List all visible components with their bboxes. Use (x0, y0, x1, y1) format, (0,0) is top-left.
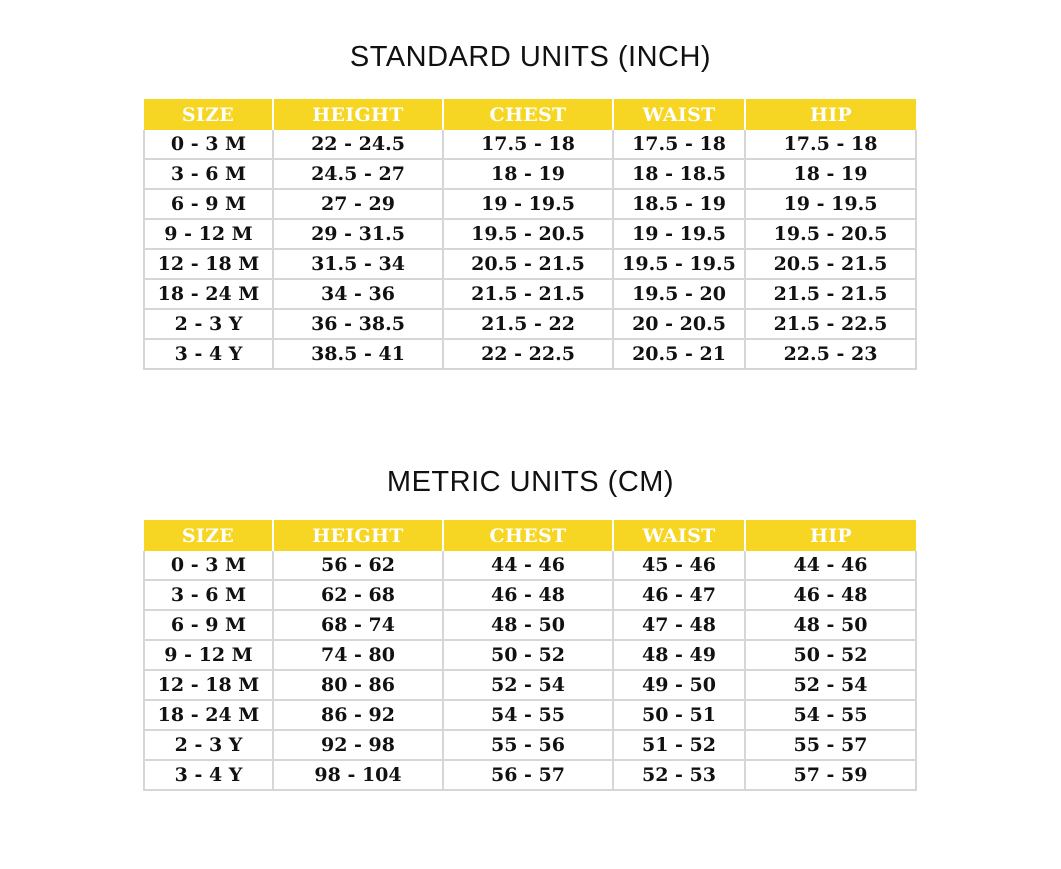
cell-height: 27 - 29 (273, 189, 443, 219)
cell-height: 22 - 24.5 (273, 130, 443, 159)
cell-chest: 21.5 - 21.5 (443, 279, 613, 309)
cell-height: 62 - 68 (273, 580, 443, 610)
cell-height: 29 - 31.5 (273, 219, 443, 249)
cell-size: 18 - 24 M (144, 279, 273, 309)
cell-height: 92 - 98 (273, 730, 443, 760)
cell-waist: 45 - 46 (613, 551, 745, 580)
column-header-hip: HIP (745, 520, 916, 551)
cell-size: 3 - 6 M (144, 580, 273, 610)
cell-size: 2 - 3 Y (144, 730, 273, 760)
table-row (144, 130, 916, 159)
cell-height: 34 - 36 (273, 279, 443, 309)
cell-chest: 50 - 52 (443, 640, 613, 670)
cell-size: 12 - 18 M (144, 670, 273, 700)
table-row (144, 219, 916, 249)
cell-height: 98 - 104 (273, 760, 443, 790)
cell-size: 9 - 12 M (144, 219, 273, 249)
cell-waist: 51 - 52 (613, 730, 745, 760)
table-row (144, 249, 916, 279)
cell-size: 0 - 3 M (144, 130, 273, 159)
cell-waist: 47 - 48 (613, 610, 745, 640)
metric-size-table (143, 520, 917, 791)
table-header-row (144, 99, 916, 130)
cell-height: 86 - 92 (273, 700, 443, 730)
cell-chest: 54 - 55 (443, 700, 613, 730)
cell-hip: 52 - 54 (745, 670, 916, 700)
table-header-row (144, 520, 916, 551)
cell-waist: 50 - 51 (613, 700, 745, 730)
cell-height: 38.5 - 41 (273, 339, 443, 369)
cell-size: 6 - 9 M (144, 189, 273, 219)
cell-chest: 52 - 54 (443, 670, 613, 700)
column-header-waist: WAIST (613, 99, 745, 130)
cell-chest: 56 - 57 (443, 760, 613, 790)
cell-height: 74 - 80 (273, 640, 443, 670)
cell-hip: 55 - 57 (745, 730, 916, 760)
table-row (144, 309, 916, 339)
cell-hip: 48 - 50 (745, 610, 916, 640)
cell-chest: 18 - 19 (443, 159, 613, 189)
column-header-waist: WAIST (613, 520, 745, 551)
cell-waist: 48 - 49 (613, 640, 745, 670)
cell-size: 9 - 12 M (144, 640, 273, 670)
cell-hip: 50 - 52 (745, 640, 916, 670)
cell-chest: 44 - 46 (443, 551, 613, 580)
standard-size-table (143, 99, 917, 370)
cell-waist: 52 - 53 (613, 760, 745, 790)
table-row (144, 640, 916, 670)
cell-hip: 21.5 - 21.5 (745, 279, 916, 309)
cell-height: 56 - 62 (273, 551, 443, 580)
cell-chest: 22 - 22.5 (443, 339, 613, 369)
cell-waist: 19.5 - 20 (613, 279, 745, 309)
cell-hip: 19 - 19.5 (745, 189, 916, 219)
cell-chest: 17.5 - 18 (443, 130, 613, 159)
cell-chest: 21.5 - 22 (443, 309, 613, 339)
column-header-chest: CHEST (443, 520, 613, 551)
cell-height: 80 - 86 (273, 670, 443, 700)
cell-hip: 17.5 - 18 (745, 130, 916, 159)
cell-waist: 20.5 - 21 (613, 339, 745, 369)
table-row (144, 670, 916, 700)
table-row (144, 279, 916, 309)
table-row (144, 551, 916, 580)
table-row (144, 580, 916, 610)
cell-hip: 54 - 55 (745, 700, 916, 730)
column-header-hip: HIP (745, 99, 916, 130)
cell-waist: 18 - 18.5 (613, 159, 745, 189)
cell-size: 3 - 6 M (144, 159, 273, 189)
cell-hip: 22.5 - 23 (745, 339, 916, 369)
table-row (144, 159, 916, 189)
cell-size: 12 - 18 M (144, 249, 273, 279)
table-row (144, 189, 916, 219)
cell-hip: 19.5 - 20.5 (745, 219, 916, 249)
cell-waist: 49 - 50 (613, 670, 745, 700)
cell-hip: 18 - 19 (745, 159, 916, 189)
column-header-height: HEIGHT (273, 520, 443, 551)
cell-size: 0 - 3 M (144, 551, 273, 580)
cell-hip: 44 - 46 (745, 551, 916, 580)
metric-units-title: METRIC UNITS (CM) (386, 466, 675, 498)
cell-chest: 46 - 48 (443, 580, 613, 610)
cell-chest: 48 - 50 (443, 610, 613, 640)
cell-hip: 21.5 - 22.5 (745, 309, 916, 339)
column-header-height: HEIGHT (273, 99, 443, 130)
cell-size: 2 - 3 Y (144, 309, 273, 339)
table-row (144, 730, 916, 760)
standard-units-title: STANDARD UNITS (INCH) (349, 41, 712, 73)
cell-size: 3 - 4 Y (144, 339, 273, 369)
cell-height: 31.5 - 34 (273, 249, 443, 279)
cell-hip: 57 - 59 (745, 760, 916, 790)
table-row (144, 760, 916, 790)
cell-height: 24.5 - 27 (273, 159, 443, 189)
cell-size: 6 - 9 M (144, 610, 273, 640)
cell-hip: 20.5 - 21.5 (745, 249, 916, 279)
cell-hip: 46 - 48 (745, 580, 916, 610)
table-row (144, 339, 916, 369)
column-header-chest: CHEST (443, 99, 613, 130)
cell-waist: 17.5 - 18 (613, 130, 745, 159)
cell-waist: 19.5 - 19.5 (613, 249, 745, 279)
cell-height: 36 - 38.5 (273, 309, 443, 339)
column-header-size: SIZE (144, 99, 273, 130)
column-header-size: SIZE (144, 520, 273, 551)
cell-size: 3 - 4 Y (144, 760, 273, 790)
cell-chest: 19 - 19.5 (443, 189, 613, 219)
cell-waist: 46 - 47 (613, 580, 745, 610)
cell-chest: 20.5 - 21.5 (443, 249, 613, 279)
table-row (144, 700, 916, 730)
cell-waist: 18.5 - 19 (613, 189, 745, 219)
cell-chest: 19.5 - 20.5 (443, 219, 613, 249)
table-row (144, 610, 916, 640)
cell-size: 18 - 24 M (144, 700, 273, 730)
cell-chest: 55 - 56 (443, 730, 613, 760)
cell-height: 68 - 74 (273, 610, 443, 640)
cell-waist: 20 - 20.5 (613, 309, 745, 339)
cell-waist: 19 - 19.5 (613, 219, 745, 249)
